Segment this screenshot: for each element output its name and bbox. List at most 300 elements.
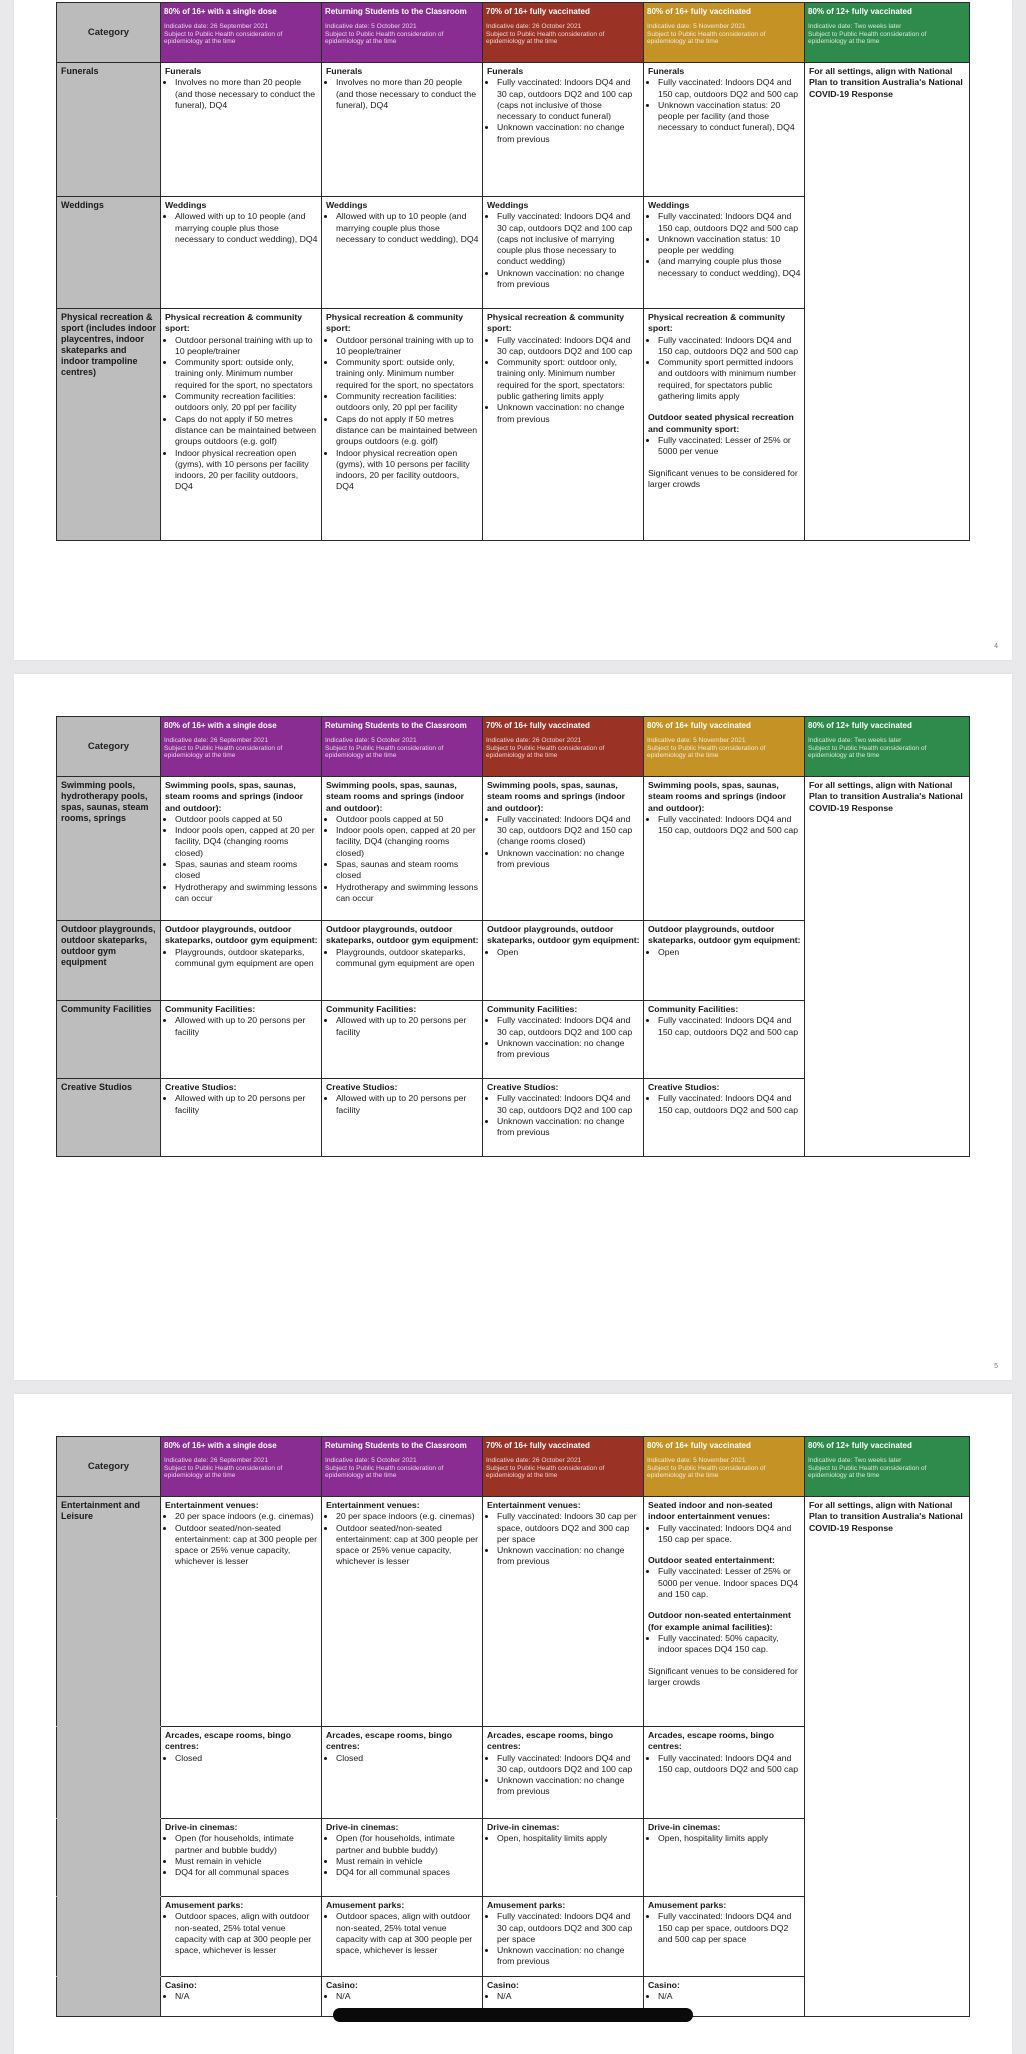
category-header: Category xyxy=(57,3,161,63)
restriction-item: • Community recreation facilities: outdoors only, 20 ppl per facility xyxy=(336,391,479,414)
stage-title: 80% of 12+ fully vaccinated xyxy=(808,1441,912,1450)
restriction-list xyxy=(165,1911,318,1956)
category-cell: Entertainment and Leisure xyxy=(57,1497,161,1727)
restriction-cell xyxy=(644,921,805,1001)
restriction-item: • Community sport permitted indoors and outdoors with minimum number required, for spectators public gathering limits apply xyxy=(658,357,801,402)
restriction-item: • Fully vaccinated: Indoors DQ4 and 150 cap, outdoors DQ2 and 500 cap xyxy=(658,211,801,234)
restriction-item: • 20 per space indoors (e.g. cinemas) xyxy=(175,1511,318,1522)
stage-date: Indicative date: 26 October 2021 xyxy=(486,23,582,30)
restriction-list xyxy=(648,814,801,837)
stage-date: Indicative date: 26 September 2021 xyxy=(164,737,269,744)
restriction-item: • Open, hospitality limits apply xyxy=(658,1833,801,1844)
restriction-cell xyxy=(322,197,483,309)
setting-title: Outdoor playgrounds, outdoor skateparks, outdoor gym equipment: xyxy=(648,924,801,946)
restriction-item: • Must remain in vehicle xyxy=(175,1856,318,1867)
restriction-cell xyxy=(161,1727,322,1819)
category-cell: Community Facilities xyxy=(57,1001,161,1079)
restriction-cell xyxy=(483,63,644,197)
restriction-item: • Outdoor pools capped at 50 xyxy=(336,814,479,825)
setting-title: Creative Studios: xyxy=(648,1082,720,1092)
restriction-cell xyxy=(483,197,644,309)
restriction-cell xyxy=(644,197,805,309)
setting-title: Arcades, escape rooms, bingo centres: xyxy=(648,1730,775,1752)
stage-header xyxy=(483,717,644,777)
setting-title: Weddings xyxy=(648,200,690,210)
stage-note: Subject to Public Health consideration of epidemiology at the time xyxy=(808,744,927,760)
setting-title: Weddings xyxy=(326,200,368,210)
restriction-item: • Fully vaccinated: Indoors DQ4 and 150 cap, outdoors DQ2 and 500 cap xyxy=(658,814,801,837)
restriction-item: • Indoor pools open, capped at 20 per facility, DQ4 (changing rooms closed) xyxy=(336,825,479,859)
restriction-list xyxy=(326,1015,479,1038)
setting-title: Arcades, escape rooms, bingo centres: xyxy=(326,1730,453,1752)
spacer xyxy=(648,1656,801,1666)
restriction-item: • Fully vaccinated: Indoors DQ4 and 30 cap, outdoors DQ2 and 100 cap xyxy=(497,1015,640,1038)
restriction-item: • 20 per space indoors (e.g. cinemas) xyxy=(336,1511,479,1522)
stage-title: 80% of 16+ with a single dose xyxy=(164,1441,277,1450)
restriction-list xyxy=(648,947,801,958)
note-text: Significant venues to be considered for larger crowds xyxy=(648,467,798,489)
stage-note: Subject to Public Health consideration of epidemiology at the time xyxy=(486,30,605,46)
restriction-item: • Indoor pools open, capped at 20 per facility, DQ4 (changing rooms closed) xyxy=(175,825,318,859)
setting-title: Community Facilities: xyxy=(165,1004,256,1014)
setting-title: Funerals xyxy=(326,66,363,76)
national-plan-text: For all settings, align with National Plan to transition Australia's National COVID-19 Response xyxy=(809,780,963,813)
restriction-list xyxy=(326,1833,479,1878)
stage-date: Indicative date: 5 November 2021 xyxy=(647,23,746,30)
stage-title: 80% of 16+ fully vaccinated xyxy=(647,721,751,730)
restriction-list xyxy=(487,1015,640,1060)
restriction-item: • Unknown vaccination status: 20 people per facility (and those necessary to conduct funeral), DQ4 xyxy=(658,100,801,134)
restriction-cell xyxy=(161,197,322,309)
restriction-list xyxy=(165,77,318,111)
restriction-cell xyxy=(322,777,483,921)
restriction-item: • Fully vaccinated: Indoors DQ4 and 150 cap, outdoors DQ2 and 500 cap xyxy=(658,1753,801,1776)
restriction-cell xyxy=(161,309,322,541)
restriction-cell xyxy=(161,1001,322,1079)
restriction-item: • Open (for households, intimate partner and bubble buddy) xyxy=(336,1833,479,1856)
national-plan-text: For all settings, align with National Plan to transition Australia's National COVID-19 Response xyxy=(809,1500,963,1533)
home-indicator[interactable] xyxy=(333,2008,693,2022)
restriction-cell xyxy=(644,63,805,197)
restriction-cell xyxy=(483,1897,644,1977)
restriction-cell xyxy=(644,1897,805,1977)
restriction-item: • Outdoor personal training with up to 10 people/trainer xyxy=(336,335,479,358)
stage-header xyxy=(805,717,970,777)
restriction-list xyxy=(326,1511,479,1567)
stage-title: 80% of 12+ fully vaccinated xyxy=(808,7,912,16)
setting-title: Amusement parks: xyxy=(648,1900,727,1910)
setting-title: Outdoor playgrounds, outdoor skateparks, outdoor gym equipment: xyxy=(326,924,479,946)
setting-title: Casino: xyxy=(326,1980,358,1990)
restriction-item: • Must remain in vehicle xyxy=(336,1856,479,1867)
restriction-item: • Allowed with up to 20 persons per facility xyxy=(175,1093,318,1116)
category-header: Category xyxy=(57,717,161,777)
stage-note: Subject to Public Health consideration of epidemiology at the time xyxy=(325,1464,444,1480)
restriction-cell xyxy=(322,309,483,541)
stage-header xyxy=(483,3,644,63)
restriction-item: • Fully vaccinated: Indoors DQ4 and 150 cap per space, outdoors DQ2 and 500 cap per space xyxy=(658,1911,801,1945)
setting-title: Amusement parks: xyxy=(165,1900,244,1910)
restriction-list xyxy=(165,1753,318,1764)
restriction-list xyxy=(487,814,640,870)
restriction-list xyxy=(326,1991,479,2002)
setting-title: Casino: xyxy=(487,1980,519,1990)
restriction-list xyxy=(487,1991,640,2002)
stage-note: Subject to Public Health consideration of epidemiology at the time xyxy=(647,1464,766,1480)
restriction-item: • DQ4 for all communal spaces xyxy=(175,1867,318,1878)
stage-title: 70% of 16+ fully vaccinated xyxy=(486,721,590,730)
restriction-cell xyxy=(322,1897,483,1977)
restriction-item: • Fully vaccinated: Indoors DQ4 and 150 cap, outdoors DQ2 and 500 cap xyxy=(658,77,801,100)
restriction-item: • Fully vaccinated: Indoors DQ4 and 30 cap, outdoors DQ2 and 100 cap (caps not inclusive of marrying couple plus those necessary to conduct wedding) xyxy=(497,211,640,267)
restriction-list xyxy=(326,1093,479,1116)
category-header: Category xyxy=(57,1437,161,1497)
restriction-cell xyxy=(161,777,322,921)
restriction-list xyxy=(326,77,479,111)
restriction-cell xyxy=(322,1727,483,1819)
setting-title: Arcades, escape rooms, bingo centres: xyxy=(165,1730,292,1752)
restriction-cell xyxy=(161,1977,322,2017)
stage-date: Indicative date: 5 November 2021 xyxy=(647,1457,746,1464)
stage-title: Returning Students to the Classroom xyxy=(325,1441,467,1450)
restriction-cell xyxy=(161,1897,322,1977)
national-plan-cell xyxy=(805,63,970,541)
restriction-list xyxy=(487,211,640,290)
restriction-list xyxy=(487,77,640,145)
restriction-cell xyxy=(322,63,483,197)
national-plan-text: For all settings, align with National Plan to transition Australia's National COVID-19 Response xyxy=(809,66,963,99)
restriction-item: • Outdoor spaces, align with outdoor non-seated, 25% total venue capacity with cap at 300 people per space, whichever is lesser xyxy=(175,1911,318,1956)
restriction-item: • Involves no more than 20 people (and those necessary to conduct the funeral), DQ4 xyxy=(175,77,318,111)
setting-title: Creative Studios: xyxy=(326,1082,398,1092)
restriction-item: • Community sport: outdoor only, training only. Minimum number required for the sport, spectators: public gathering limits apply xyxy=(497,357,640,402)
restriction-cell xyxy=(161,63,322,197)
restriction-list xyxy=(165,211,318,245)
restriction-item: • Unknown vaccination: no change from previous xyxy=(497,122,640,145)
setting-title: Physical recreation & community sport: xyxy=(165,312,303,334)
restriction-list xyxy=(648,1093,801,1116)
stage-title: Returning Students to the Classroom xyxy=(325,721,467,730)
restriction-item: • Open (for households, intimate partner and bubble buddy) xyxy=(175,1833,318,1856)
restriction-list xyxy=(165,1015,318,1038)
restriction-item: • Indoor physical recreation open (gyms), with 10 persons per facility indoors, 20 per facility outdoors, DQ4 xyxy=(336,448,479,493)
restriction-cell xyxy=(161,1079,322,1157)
restriction-list xyxy=(326,211,479,245)
restriction-item: • Open, hospitality limits apply xyxy=(497,1833,640,1844)
restriction-item: • Unknown vaccination: no change from previous xyxy=(497,848,640,871)
setting-title: Outdoor non-seated entertainment (for example animal facilities): xyxy=(648,1610,791,1632)
setting-title: Community Facilities: xyxy=(648,1004,739,1014)
setting-title: Physical recreation & community sport: xyxy=(326,312,464,334)
restriction-cell xyxy=(483,1079,644,1157)
restriction-list xyxy=(648,1911,801,1945)
restriction-list xyxy=(648,1633,801,1656)
restriction-list xyxy=(165,1093,318,1116)
document-page-3 xyxy=(14,1394,1012,2054)
category-cell: Weddings xyxy=(57,197,161,309)
restriction-list xyxy=(487,335,640,425)
stage-note: Subject to Public Health consideration of epidemiology at the time xyxy=(647,30,766,46)
stage-note: Subject to Public Health consideration of epidemiology at the time xyxy=(808,30,927,46)
category-cell: Swimming pools, hydrotherapy pools, spas, saunas, steam rooms, springs xyxy=(57,777,161,921)
restriction-list xyxy=(487,1911,640,1967)
stage-title: 80% of 16+ with a single dose xyxy=(164,7,277,16)
restriction-item: • Unknown vaccination: no change from previous xyxy=(497,1038,640,1061)
stage-header xyxy=(805,1437,970,1497)
stage-note: Subject to Public Health consideration of epidemiology at the time xyxy=(164,30,283,46)
restriction-item: • Allowed with up to 20 persons per facility xyxy=(175,1015,318,1038)
restriction-item: • Fully vaccinated: Indoors DQ4 and 150 cap per space. xyxy=(658,1523,801,1546)
restriction-item: • Caps do not apply if 50 metres distance can be maintained between groups outdoors (e.g. golf) xyxy=(336,414,479,448)
restriction-item: • Allowed with up to 10 people (and marrying couple plus those necessary to conduct wedding), DQ4 xyxy=(175,211,318,245)
stage-note: Subject to Public Health consideration of epidemiology at the time xyxy=(486,744,605,760)
restriction-list xyxy=(326,947,479,970)
restriction-item: • Unknown vaccination: no change from previous xyxy=(497,402,640,425)
restriction-item: • Involves no more than 20 people (and those necessary to conduct the funeral), DQ4 xyxy=(336,77,479,111)
stage-date: Indicative date: 5 October 2021 xyxy=(325,23,417,30)
category-cell xyxy=(57,1819,161,1897)
restriction-cell xyxy=(322,1079,483,1157)
restriction-list xyxy=(165,1833,318,1878)
restriction-item: • Outdoor spaces, align with outdoor non-seated, 25% total venue capacity with cap at 300 people per space, whichever is lesser xyxy=(336,1911,479,1956)
setting-title: Entertainment venues: xyxy=(487,1500,581,1510)
table-row xyxy=(57,777,970,921)
restriction-item: • Unknown vaccination: no change from previous xyxy=(497,1775,640,1798)
setting-title: Entertainment venues: xyxy=(165,1500,259,1510)
restriction-list xyxy=(165,1511,318,1567)
restriction-item: • Closed xyxy=(175,1753,318,1764)
restriction-item: • Outdoor personal training with up to 10 people/trainer xyxy=(175,335,318,358)
table-header-row xyxy=(57,717,970,777)
spacer xyxy=(648,1545,801,1555)
restriction-item: • Fully vaccinated: Indoors DQ4 and 150 cap, outdoors DQ2 and 500 cap xyxy=(658,1015,801,1038)
stage-title: 70% of 16+ fully vaccinated xyxy=(486,7,590,16)
restriction-list xyxy=(326,1911,479,1956)
restriction-cell xyxy=(161,1819,322,1897)
category-cell xyxy=(57,1897,161,1977)
restriction-item: • Outdoor pools capped at 50 xyxy=(175,814,318,825)
restriction-list xyxy=(648,1523,801,1546)
table-header-row xyxy=(57,1437,970,1497)
restriction-cell xyxy=(644,1001,805,1079)
restriction-item: • Fully vaccinated: Indoors DQ4 and 30 cap, outdoors DQ2 and 100 cap xyxy=(497,1093,640,1116)
setting-title: Outdoor playgrounds, outdoor skateparks, outdoor gym equipment: xyxy=(165,924,318,946)
restriction-item: • Fully vaccinated: Indoors DQ4 and 150 cap, outdoors DQ2 and 500 cap xyxy=(658,1093,801,1116)
restriction-cell xyxy=(644,777,805,921)
restriction-item: • Open xyxy=(497,947,640,958)
restriction-list xyxy=(487,1093,640,1138)
restriction-cell xyxy=(483,1819,644,1897)
stage-title: 80% of 12+ fully vaccinated xyxy=(808,721,912,730)
restriction-item: • (and marrying couple plus those necessary to conduct wedding), DQ4 xyxy=(658,256,801,279)
restriction-list xyxy=(648,77,801,133)
setting-title: Arcades, escape rooms, bingo centres: xyxy=(487,1730,614,1752)
stage-note: Subject to Public Health consideration of epidemiology at the time xyxy=(325,744,444,760)
restriction-item: • Playgrounds, outdoor skateparks, communal gym equipment are open xyxy=(175,947,318,970)
restriction-list xyxy=(165,335,318,493)
setting-title: Outdoor seated entertainment: xyxy=(648,1555,775,1566)
setting-title: Swimming pools, spas, saunas, steam rooms and springs (indoor and outdoor): xyxy=(487,780,626,813)
page-number: 5 xyxy=(994,1363,998,1370)
restrictions-table-page-1 xyxy=(56,2,970,541)
restriction-item: • Fully vaccinated: Indoors DQ4 and 30 cap, outdoors DQ2 and 100 cap xyxy=(497,335,640,358)
setting-title: Community Facilities: xyxy=(487,1004,578,1014)
restriction-list xyxy=(165,947,318,970)
restriction-cell xyxy=(322,921,483,1001)
stage-title: 80% of 16+ fully vaccinated xyxy=(647,1441,751,1450)
restriction-item: • Fully vaccinated: Indoors 30 cap per space, outdoors DQ2 and 300 cap per space xyxy=(497,1511,640,1545)
category-cell xyxy=(57,1977,161,2017)
restriction-item: • N/A xyxy=(336,1991,479,2002)
category-cell: Outdoor playgrounds, outdoor skateparks, outdoor gym equipment xyxy=(57,921,161,1001)
setting-title: Drive-in cinemas: xyxy=(326,1822,399,1832)
restriction-item: • Hydrotherapy and swimming lessons can occur xyxy=(336,882,479,905)
restriction-item: • N/A xyxy=(497,1991,640,2002)
restriction-list xyxy=(648,1566,801,1600)
restriction-item: • Fully vaccinated: 50% capacity, indoor spaces DQ4 150 cap. xyxy=(658,1633,801,1656)
restriction-cell xyxy=(644,309,805,541)
restriction-cell xyxy=(483,1497,644,1727)
restrictions-table-page-2 xyxy=(56,716,970,1157)
restriction-cell xyxy=(483,777,644,921)
stage-header xyxy=(644,717,805,777)
setting-title: Drive-in cinemas: xyxy=(648,1822,721,1832)
restriction-item: • Fully vaccinated: Lesser of 25% or 5000 per venue. Indoor spaces DQ4 and 150 cap. xyxy=(658,1566,801,1600)
table-header-row xyxy=(57,3,970,63)
setting-title: Weddings xyxy=(165,200,207,210)
table-row xyxy=(57,1497,970,1727)
restriction-item: • Fully vaccinated: Indoors DQ4 and 30 cap, outdoors DQ2 and 300 cap per space xyxy=(497,1911,640,1945)
table-row xyxy=(57,63,970,197)
stage-date: Indicative date: 26 September 2021 xyxy=(164,1457,269,1464)
restriction-cell xyxy=(483,921,644,1001)
restriction-list xyxy=(487,1511,640,1567)
stage-date: Indicative date: 5 November 2021 xyxy=(647,737,746,744)
restrictions-table-page-3 xyxy=(56,1436,970,2017)
restriction-item: • Indoor physical recreation open (gyms), with 10 persons per facility indoors, 20 per facility outdoors, DQ4 xyxy=(175,448,318,493)
restriction-cell xyxy=(483,309,644,541)
restriction-item: • N/A xyxy=(658,1991,801,2002)
stage-note: Subject to Public Health consideration of epidemiology at the time xyxy=(486,1464,605,1480)
stage-header xyxy=(483,1437,644,1497)
restriction-item: • Outdoor seated/non-seated entertainment: cap at 300 people per space or 25% venue capacity, whichever is lesser xyxy=(175,1523,318,1568)
stage-note: Subject to Public Health consideration of epidemiology at the time xyxy=(647,744,766,760)
restriction-list xyxy=(487,1833,640,1844)
stage-date: Indicative date: Two weeks later xyxy=(808,23,902,30)
stage-header xyxy=(644,3,805,63)
restriction-item: • Caps do not apply if 50 metres distance can be maintained between groups outdoors (e.g. golf) xyxy=(175,414,318,448)
restriction-list xyxy=(326,814,479,904)
setting-title: Amusement parks: xyxy=(487,1900,566,1910)
restriction-list xyxy=(326,335,479,493)
setting-title: Seated indoor and non-seated indoor entertainment venues: xyxy=(648,1500,773,1522)
stage-title: 70% of 16+ fully vaccinated xyxy=(486,1441,590,1450)
restriction-item: • Unknown vaccination status: 10 people per wedding xyxy=(658,234,801,257)
spacer xyxy=(648,458,801,468)
stage-header xyxy=(644,1437,805,1497)
restriction-list xyxy=(648,1753,801,1776)
setting-title: Community Facilities: xyxy=(326,1004,417,1014)
stage-header xyxy=(805,3,970,63)
setting-title: Outdoor playgrounds, outdoor skateparks, outdoor gym equipment: xyxy=(487,924,640,946)
setting-title: Drive-in cinemas: xyxy=(487,1822,560,1832)
restriction-cell xyxy=(161,921,322,1001)
restriction-cell xyxy=(644,1819,805,1897)
restriction-list xyxy=(648,435,801,458)
restriction-item: • Allowed with up to 20 persons per facility xyxy=(336,1015,479,1038)
stage-header xyxy=(161,3,322,63)
restriction-cell xyxy=(483,1001,644,1079)
setting-title: Swimming pools, spas, saunas, steam rooms and springs (indoor and outdoor): xyxy=(326,780,465,813)
restriction-item: • Fully vaccinated: Indoors DQ4 and 30 cap, outdoors DQ2 and 150 cap (change rooms closed) xyxy=(497,814,640,848)
setting-title: Swimming pools, spas, saunas, steam rooms and springs (indoor and outdoor): xyxy=(165,780,304,813)
restriction-item: • Spas, saunas and steam rooms closed xyxy=(175,859,318,882)
restriction-list xyxy=(648,335,801,403)
restriction-cell xyxy=(161,1497,322,1727)
restriction-item: • Community sport: outside only, training only. Minimum number required for the sport, no spectators xyxy=(336,357,479,391)
restriction-list xyxy=(165,1991,318,2002)
restriction-item: • Playgrounds, outdoor skateparks, communal gym equipment are open xyxy=(336,947,479,970)
restriction-cell xyxy=(322,1497,483,1727)
category-cell: Creative Studios xyxy=(57,1079,161,1157)
restriction-item: • Unknown vaccination: no change from previous xyxy=(497,268,640,291)
setting-title: Creative Studios: xyxy=(165,1082,237,1092)
stage-note: Subject to Public Health consideration of epidemiology at the time xyxy=(808,1464,927,1480)
category-cell: Funerals xyxy=(57,63,161,197)
stage-note: Subject to Public Health consideration of epidemiology at the time xyxy=(325,30,444,46)
stage-date: Indicative date: 26 October 2021 xyxy=(486,737,582,744)
restriction-item: • Fully vaccinated: Indoors DQ4 and 30 cap, outdoors DQ2 and 100 cap xyxy=(497,1753,640,1776)
restriction-item: • Allowed with up to 20 persons per facility xyxy=(336,1093,479,1116)
restriction-list xyxy=(648,1833,801,1844)
restriction-cell xyxy=(644,1497,805,1727)
setting-title: Amusement parks: xyxy=(326,1900,405,1910)
restriction-cell xyxy=(644,1079,805,1157)
stage-header xyxy=(322,717,483,777)
national-plan-cell xyxy=(805,777,970,1157)
restriction-item: • Fully vaccinated: Indoors DQ4 and 150 cap, outdoors DQ2 and 500 cap xyxy=(658,335,801,358)
restriction-list xyxy=(648,211,801,279)
national-plan-cell xyxy=(805,1497,970,2017)
stage-date: Indicative date: Two weeks later xyxy=(808,1457,902,1464)
page-number: 4 xyxy=(994,643,998,650)
setting-title: Swimming pools, spas, saunas, steam rooms and springs (indoor and outdoor): xyxy=(648,780,787,813)
setting-title: Physical recreation & community sport: xyxy=(487,312,625,334)
stage-title: Returning Students to the Classroom xyxy=(325,7,467,16)
setting-title: Funerals xyxy=(487,66,524,76)
setting-title: Drive-in cinemas: xyxy=(165,1822,238,1832)
restriction-list xyxy=(648,1015,801,1038)
restriction-item: • Closed xyxy=(336,1753,479,1764)
restriction-item: • Allowed with up to 10 people (and marrying couple plus those necessary to conduct wedding), DQ4 xyxy=(336,211,479,245)
stage-header xyxy=(161,717,322,777)
setting-title: Entertainment venues: xyxy=(326,1500,420,1510)
category-cell xyxy=(57,1727,161,1819)
spacer xyxy=(648,1600,801,1610)
setting-title: Casino: xyxy=(165,1980,197,1990)
restriction-list xyxy=(165,814,318,904)
restriction-list xyxy=(326,1753,479,1764)
restriction-item: • Community recreation facilities: outdoors only, 20 ppl per facility xyxy=(175,391,318,414)
restriction-item: • N/A xyxy=(175,1991,318,2002)
restriction-item: • Hydrotherapy and swimming lessons can occur xyxy=(175,882,318,905)
stage-date: Indicative date: 5 October 2021 xyxy=(325,1457,417,1464)
stage-header xyxy=(322,3,483,63)
setting-title: Casino: xyxy=(648,1980,680,1990)
spacer xyxy=(648,402,801,412)
restriction-item: • Fully vaccinated: Indoors DQ4 and 30 cap, outdoors DQ2 and 100 cap (caps not inclusive of those necessary to conduct funeral) xyxy=(497,77,640,122)
setting-title: Funerals xyxy=(648,66,685,76)
